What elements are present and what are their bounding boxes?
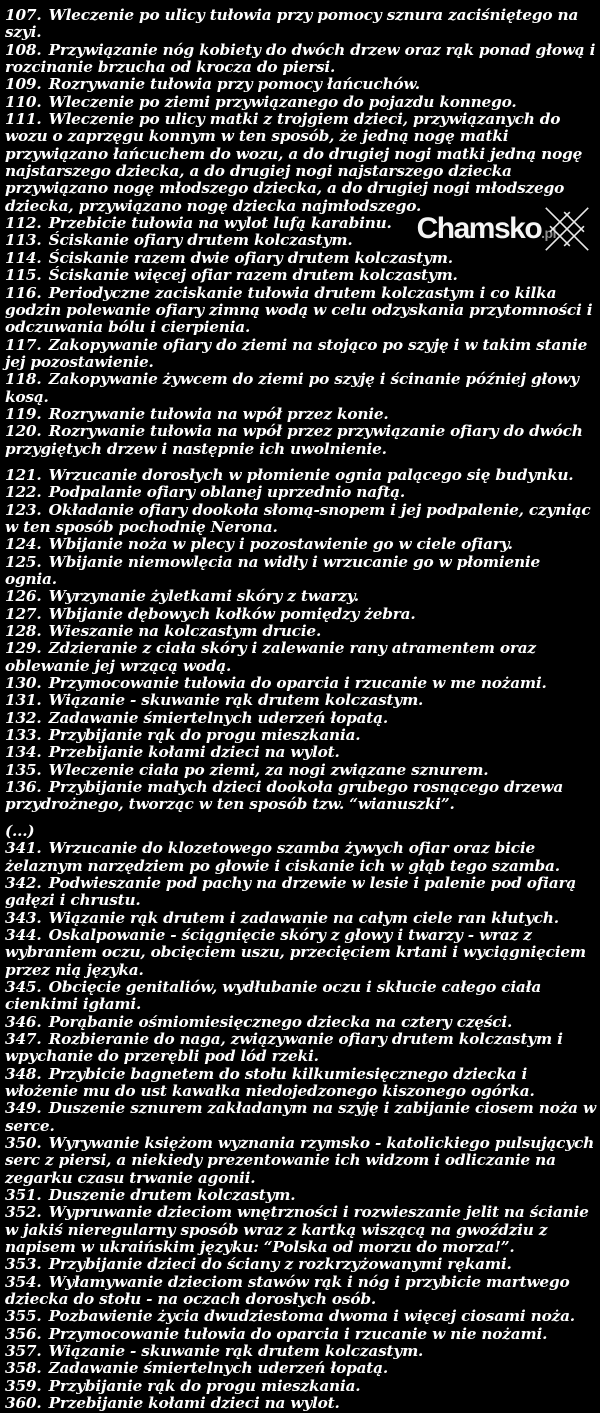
list-item: 348. Przybicie bagnetem do stołu kilkumiesięcznego dziecka i włożenie mu do ust kawałka niedojedzonego kiszonego ogórka. bbox=[5, 1064, 535, 1100]
item-number: 117. bbox=[5, 335, 42, 354]
item-number: 115. bbox=[5, 266, 42, 285]
list-item: 124. Wbijanie noża w plecy i pozostawienie go w ciele ofiary. bbox=[5, 535, 513, 554]
item-number: 349. bbox=[5, 1099, 42, 1118]
list-item: 121. Wrzucanie dorosłych w płomienie ognia palącego się budynku. bbox=[5, 465, 574, 484]
list-item: 347. Rozbieranie do naga, związywanie ofiary drutem kolczastym i wpychanie do przerębli pod lód rzeki. bbox=[5, 1029, 563, 1066]
item-number: 128. bbox=[5, 622, 42, 641]
item-number: 119. bbox=[5, 404, 42, 423]
list-item: 360. Przebijanie kołami dzieci na wylot. bbox=[5, 1394, 340, 1413]
watermark-brand-label: Chamsko bbox=[416, 212, 542, 245]
list-item: 107. Wleczenie po ulicy tułowia przy pomocy sznura zaciśniętego na szyi. bbox=[5, 6, 579, 42]
item-number: 124. bbox=[5, 535, 42, 554]
list-item: 112. Przebicie tułowia na wylot lufą karabinu. bbox=[5, 214, 392, 233]
list-item: 123. Okładanie ofiary dookoła słomą-snopem i jej podpalenie, czyniąc w ten sposób pochodnię Nerona. bbox=[5, 500, 591, 536]
item-number: 114. bbox=[5, 248, 42, 267]
item-number: 358. bbox=[5, 1359, 42, 1378]
item-number: 126. bbox=[5, 587, 42, 606]
item-number: 353. bbox=[5, 1255, 42, 1274]
item-number: 344. bbox=[5, 925, 42, 944]
list-item: 119. Rozrywanie tułowia na wpół przez konie. bbox=[5, 404, 389, 423]
item-number: 342. bbox=[5, 873, 42, 892]
list-item: 353. Przybijanie dzieci do ściany z rozkrzyżowanymi rękami. bbox=[5, 1255, 512, 1274]
list-item: 111. Wleczenie po ulicy matki z trojgiem dzieci, przywiązanych do wozu o zaprzęgu konnym w ten sposób, że jedną nogę matki przywiązano łańcuchem do wozu, a do drugiej nogi matki jedną nogę najstarszego dziecka, a do drugiej nogi najstarszego dziecka przywiązano nogę młodszego dziecka, a do drugiej nogi młodszego dziecka, przywiązano nogę dziecka najmłodszego. bbox=[5, 110, 583, 215]
item-number: 107. bbox=[5, 6, 42, 24]
item-number: 357. bbox=[5, 1342, 42, 1361]
item-number: 355. bbox=[5, 1307, 42, 1326]
item-number: 350. bbox=[5, 1134, 42, 1152]
list-item: 131. Wiązanie - skuwanie rąk drutem kolczastym. bbox=[5, 691, 424, 710]
list-item: 125. Wbijanie niemowlęcia na widły i wrzucanie go w płomienie ognia. bbox=[5, 552, 541, 588]
list-item: 356. Przymocowanie tułowia do oparcia i rzucanie w nie nożami. bbox=[5, 1324, 548, 1343]
item-number: 120. bbox=[5, 422, 42, 441]
item-number: 110. bbox=[5, 92, 42, 111]
item-number: 351. bbox=[5, 1186, 42, 1205]
paragraph-gap bbox=[5, 814, 596, 823]
list-item: 343. Wiązanie rąk drutem i zadawanie na całym ciele ran kłutych. bbox=[5, 908, 559, 927]
list-item: 345. Obcięcie genitaliów, wydłubanie oczu i skłucie całego ciała cienkimi igłami. bbox=[5, 977, 542, 1014]
item-number: 341. bbox=[5, 839, 42, 858]
item-number: 125. bbox=[5, 552, 42, 571]
list-item: 130. Przymocowanie tułowia do oparcia i rzucanie w me nożami. bbox=[5, 674, 547, 693]
item-number: 109. bbox=[5, 75, 42, 94]
item-number: 116. bbox=[5, 283, 42, 302]
list-item: 351. Duszenie drutem kolczastym. bbox=[5, 1186, 296, 1205]
item-number: 123. bbox=[5, 500, 42, 519]
list-item: 133. Przybijanie rąk do progu mieszkania. bbox=[5, 726, 361, 745]
item-number: 348. bbox=[5, 1064, 42, 1083]
list-item: 109. Rozrywanie tułowia przy pomocy łańcuchów. bbox=[5, 75, 420, 94]
list-item: 128. Wieszanie na kolczastym drucie. bbox=[5, 622, 322, 641]
watermark-tld-label: .pl bbox=[541, 225, 556, 241]
item-number: 113. bbox=[5, 231, 42, 250]
item-number: 346. bbox=[5, 1012, 42, 1031]
list-item: 355. Pozbawienie życia dwudziestoma dwoma i więcej ciosami noża. bbox=[5, 1307, 575, 1326]
list-item: 357. Wiązanie - skuwanie rąk drutem kolczastym. bbox=[5, 1342, 424, 1361]
list-item: 117. Zakopywanie ofiary do ziemi na stojąco po szyję i w takim stanie jej pozostawienie. bbox=[5, 335, 588, 371]
item-number: 354. bbox=[5, 1272, 42, 1291]
item-number: 118. bbox=[5, 370, 42, 389]
item-number: 129. bbox=[5, 639, 42, 658]
list-item: 359. Przybijanie rąk do progu mieszkania. bbox=[5, 1376, 361, 1395]
list-item: 127. Wbijanie dębowych kołków pomiędzy żebra. bbox=[5, 604, 416, 623]
list-item: 358. Zadawanie śmiertelnych uderzeń łopatą. bbox=[5, 1359, 389, 1378]
list-item: 352. Wypruwanie dzieciom wnętrzności i rozwieszanie jelit na ścianie w jakiś nieregularny sposób wraz z kartką wiszącą na gwoździu z napisem w ukraińskim języku: “Polska od morzu do morza!”. bbox=[5, 1203, 589, 1257]
item-number: 347. bbox=[5, 1029, 42, 1048]
item-number: 356. bbox=[5, 1324, 42, 1343]
list-item: 350. Wyrywanie księżom wyznania rzymsko - katolickiego pulsujących serc z piersi, a niekiedy prezentowanie ich widzom i odliczanie na zegarku czasu trwanie agonii. bbox=[5, 1134, 595, 1187]
item-number: 136. bbox=[5, 778, 42, 797]
list-item: 354. Wyłamywanie dzieciom stawów rąk i nóg i przybicie martwego dziecka do stołu - na oczach dorosłych osób. bbox=[5, 1272, 570, 1309]
list-item: 118. Zakopywanie żywcem do ziemi po szyję i ścinanie później głowy kosą. bbox=[5, 370, 579, 406]
item-number: 127. bbox=[5, 604, 42, 623]
item-number: 343. bbox=[5, 908, 42, 927]
item-number: 133. bbox=[5, 726, 42, 745]
list-item: 129. Zdzieranie z ciała skóry i zalewanie rany atramentem oraz oblewanie jej wrzącą wodą. bbox=[5, 639, 536, 675]
item-number: 131. bbox=[5, 691, 42, 710]
item-number: 112. bbox=[5, 214, 42, 233]
item-number: 111. bbox=[5, 110, 42, 129]
list-item: 108. Przywiązanie nóg kobiety do dwóch drzew oraz rąk ponad głową i rozcinanie brzucha od krocza do piersi. bbox=[5, 40, 596, 77]
list-item: 113. Ściskanie ofiary drutem kolczastym. bbox=[5, 231, 353, 250]
list-item: 110. Wleczenie po ziemi przywiązanego do pojazdu konnego. bbox=[5, 92, 517, 111]
list-item: 342. Podwieszanie pod pachy na drzewie w lesie i palenie pod ofiarą gałęzi i chrustu. bbox=[5, 873, 577, 910]
item-number: 122. bbox=[5, 483, 42, 502]
list-item: 122. Podpalanie ofiary oblanej uprzednio naftą. bbox=[5, 483, 405, 502]
list-item: 346. Porąbanie ośmiomiesięcznego dziecka na cztery części. bbox=[5, 1012, 513, 1031]
list-item: 126. Wyrzynanie żyletkami skóry z twarzy. bbox=[5, 587, 359, 606]
item-number: 359. bbox=[5, 1376, 42, 1395]
item-number: 345. bbox=[5, 977, 42, 996]
item-number: 130. bbox=[5, 674, 42, 693]
list-item: 116. Periodyczne zaciskanie tułowia drutem kolczastym i co kilka godzin polewanie ofiary zimną wodą w celu odzyskania przytomności i odczuwania bólu i cierpienia. bbox=[5, 283, 593, 337]
list-item: 132. Zadawanie śmiertelnych uderzeń łopatą. bbox=[5, 708, 389, 727]
list-item: 136. Przybijanie małych dzieci dookoła grubego rosnącego drzewa przydrożnego, tworząc w ten sposób tzw. “wianuszki”. bbox=[5, 778, 564, 814]
list-item: 115. Ściskanie więcej ofiar razem drutem kolczastym. bbox=[5, 266, 458, 285]
list-item: 134. Przebijanie kołami dzieci na wylot. bbox=[5, 743, 340, 762]
list-item: 344. Oskalpowanie - ściągnięcie skóry z głowy i twarzy - wraz z wybraniem oczu, obcięciem uszu, przecięciem krtani i wyciągnięciem przez nią języka. bbox=[5, 925, 586, 979]
list-item: 349. Duszenie sznurem zakładanym na szyję i zabijanie ciosem noża w serce. bbox=[5, 1099, 596, 1135]
list-item: 135. Wleczenie ciała po ziemi, za nogi związane sznurem. bbox=[5, 760, 489, 779]
item-number: 360. bbox=[5, 1394, 42, 1413]
omission-marker: (...) bbox=[5, 821, 35, 840]
item-number: 134. bbox=[5, 743, 42, 762]
item-number: 108. bbox=[5, 40, 42, 59]
item-number: 132. bbox=[5, 708, 42, 727]
list-item: 120. Rozrywanie tułowia na wpół przez przywiązanie ofiary do dwóch przygiętych drzew i następnie ich uwolnienie. bbox=[5, 422, 583, 458]
item-number: 121. bbox=[5, 465, 42, 484]
item-number: 135. bbox=[5, 760, 42, 779]
list-item: 114. Ściskanie razem dwie ofiary drutem kolczastym. bbox=[5, 248, 453, 267]
item-number: 352. bbox=[5, 1203, 42, 1222]
list-item: 341. Wrzucanie do klozetowego szamba żywych ofiar oraz bicie żelaznym narzędziem po głowie i ciskanie ich w głąb tego szamba. bbox=[5, 839, 560, 875]
